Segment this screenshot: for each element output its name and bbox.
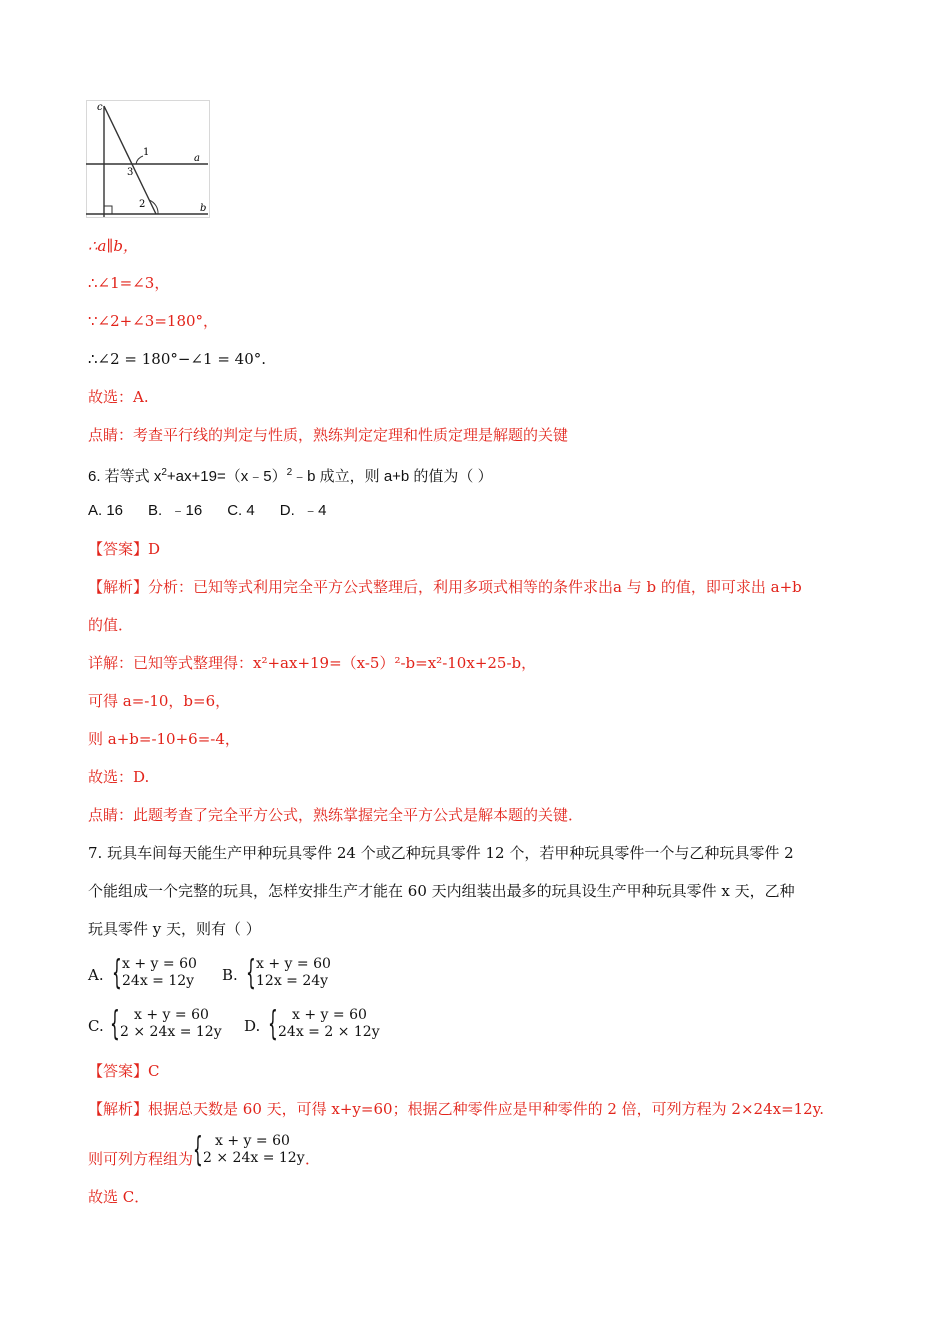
q7-option-a-system — [112, 953, 212, 993]
q6-analysis-tag: 【解析】 — [88, 578, 149, 596]
brace-icon: { — [193, 1130, 203, 1170]
q7-answer-tag: 【答案】 — [88, 1062, 149, 1080]
q6-stem-mid: +ax+19=（x﹣5） — [166, 468, 287, 485]
q6-choose: 故选：D. — [88, 768, 150, 786]
q7-analysis-eq2: 2 × 24x = 12y — [203, 1150, 305, 1166]
q7-analysis-line — [88, 1099, 824, 1119]
q7-stem-line2: 个能组成一个完整的玩具，怎样安排生产才能在 60 天内组装出最多的玩具设生产甲种玩具零件 x 天，乙种 — [88, 882, 795, 900]
angle1-arc — [136, 156, 143, 164]
q6-stem-suffix: ﹣b 成立，则 a+b 的值为（ ） — [292, 468, 493, 485]
q7-option-a-label: A. — [88, 966, 104, 984]
q6-answer-tag: 【答案】 — [88, 540, 149, 558]
q7-option-b-label: B. — [222, 966, 238, 984]
q6-analysis-line — [88, 577, 802, 597]
geometry-figure — [86, 100, 210, 218]
q6-stem — [88, 463, 493, 487]
q5-choose: 故选：A. — [88, 388, 149, 406]
q7-analysis-tag: 【解析】 — [88, 1100, 149, 1118]
q5-line-result: ∴∠2 = 180°−∠1 = 40°. — [88, 350, 267, 368]
q7-analysis-system — [193, 1130, 305, 1177]
q7-option-d-label: D. — [244, 1017, 261, 1035]
q7-option-a-eq2: 24x = 12y — [122, 973, 195, 989]
q7-option-b-system — [246, 953, 346, 993]
q6-analysis-cont: 的值． — [88, 616, 134, 634]
label-angle3: 3 — [127, 167, 134, 178]
q6-answer: D — [148, 540, 161, 558]
q7-option-c-eq1: x + y = 60 — [134, 1007, 209, 1023]
q6-sup: 2 — [161, 467, 167, 478]
q6-remark: 点睛：此题考查了完全平方公式，熟练掌握完全平方公式是解本题的关键． — [88, 806, 584, 824]
label-a: a — [194, 153, 200, 164]
q5-line-angle-equal: ∴∠1=∠3， — [88, 274, 170, 292]
line-c — [104, 106, 156, 214]
label-angle1: 1 — [143, 147, 150, 158]
q6-step1: 可得 a=-10，b=6， — [88, 692, 231, 710]
q7-option-c-system — [110, 1004, 230, 1044]
label-b: b — [200, 203, 207, 214]
right-angle-mark — [104, 206, 112, 214]
label-c: c — [97, 102, 103, 113]
brace-icon: { — [246, 953, 256, 993]
q7-option-a-eq1: x + y = 60 — [122, 956, 197, 972]
q7-analysis-prefix: 则可列方程组为 — [88, 1150, 194, 1168]
brace-icon: { — [110, 1004, 120, 1044]
brace-icon: { — [268, 1004, 278, 1044]
q7-stem-line1: 7. 玩具车间每天能生产甲种玩具零件 24 个或乙种玩具零件 12 个，若甲种玩具零件一个与乙种玩具零件 2 — [88, 844, 794, 862]
q7-option-d-eq1: x + y = 60 — [292, 1007, 367, 1023]
q5-line-parallel: ∴a∥b， — [88, 237, 139, 255]
label-angle2: 2 — [139, 199, 146, 210]
q6-sup2: 2 — [286, 467, 293, 478]
q6-answer-line — [88, 539, 160, 559]
q7-answer: C — [148, 1062, 160, 1080]
figure-border — [87, 101, 210, 218]
q6-stem-prefix: 6. 若等式 x — [88, 468, 162, 485]
q5-remark: 点睛：考查平行线的判定与性质，熟练判定定理和性质定理是解题的关键 — [88, 426, 569, 444]
q7-option-d-system — [268, 1004, 388, 1044]
q7-option-b-eq1: x + y = 60 — [256, 956, 331, 972]
q7-answer-line — [88, 1061, 160, 1081]
brace-icon: { — [112, 953, 122, 993]
q7-option-b-eq2: 12x = 24y — [256, 973, 329, 989]
q6-detail: 详解：已知等式整理得：x²+ax+19=（x-5）²-b=x²-10x+25-b， — [88, 654, 537, 672]
q6-analysis-text: 分析：已知等式利用完全平方公式整理后，利用多项式相等的条件求出a 与 b 的值，即可求出 a+b — [148, 578, 802, 596]
q6-options: A. 16 B. ﹣16 C. 4 D. ﹣4 — [88, 502, 327, 519]
q7-analysis-suffix: ． — [305, 1150, 321, 1168]
q7-analysis-eq1: x + y = 60 — [215, 1133, 290, 1149]
q7-analysis-cont — [88, 1130, 321, 1177]
q7-choose: 故选 C． — [88, 1188, 150, 1206]
q7-analysis-text: 根据总天数是 60 天，可得 x+y=60；根据乙种零件应是甲种零件的 2 倍，可列方程为 2×24x=12y. — [148, 1100, 824, 1118]
q6-step2: 则 a+b=-10+6=-4， — [88, 730, 240, 748]
q5-line-supplementary: ∵∠2+∠3=180°， — [88, 312, 219, 330]
q7-option-d-eq2: 24x = 2 × 12y — [278, 1024, 380, 1040]
q7-option-c-label: C. — [88, 1017, 104, 1035]
q7-option-c-eq2: 2 × 24x = 12y — [120, 1024, 222, 1040]
q7-stem-line3: 玩具零件 y 天，则有（ ） — [88, 920, 261, 938]
